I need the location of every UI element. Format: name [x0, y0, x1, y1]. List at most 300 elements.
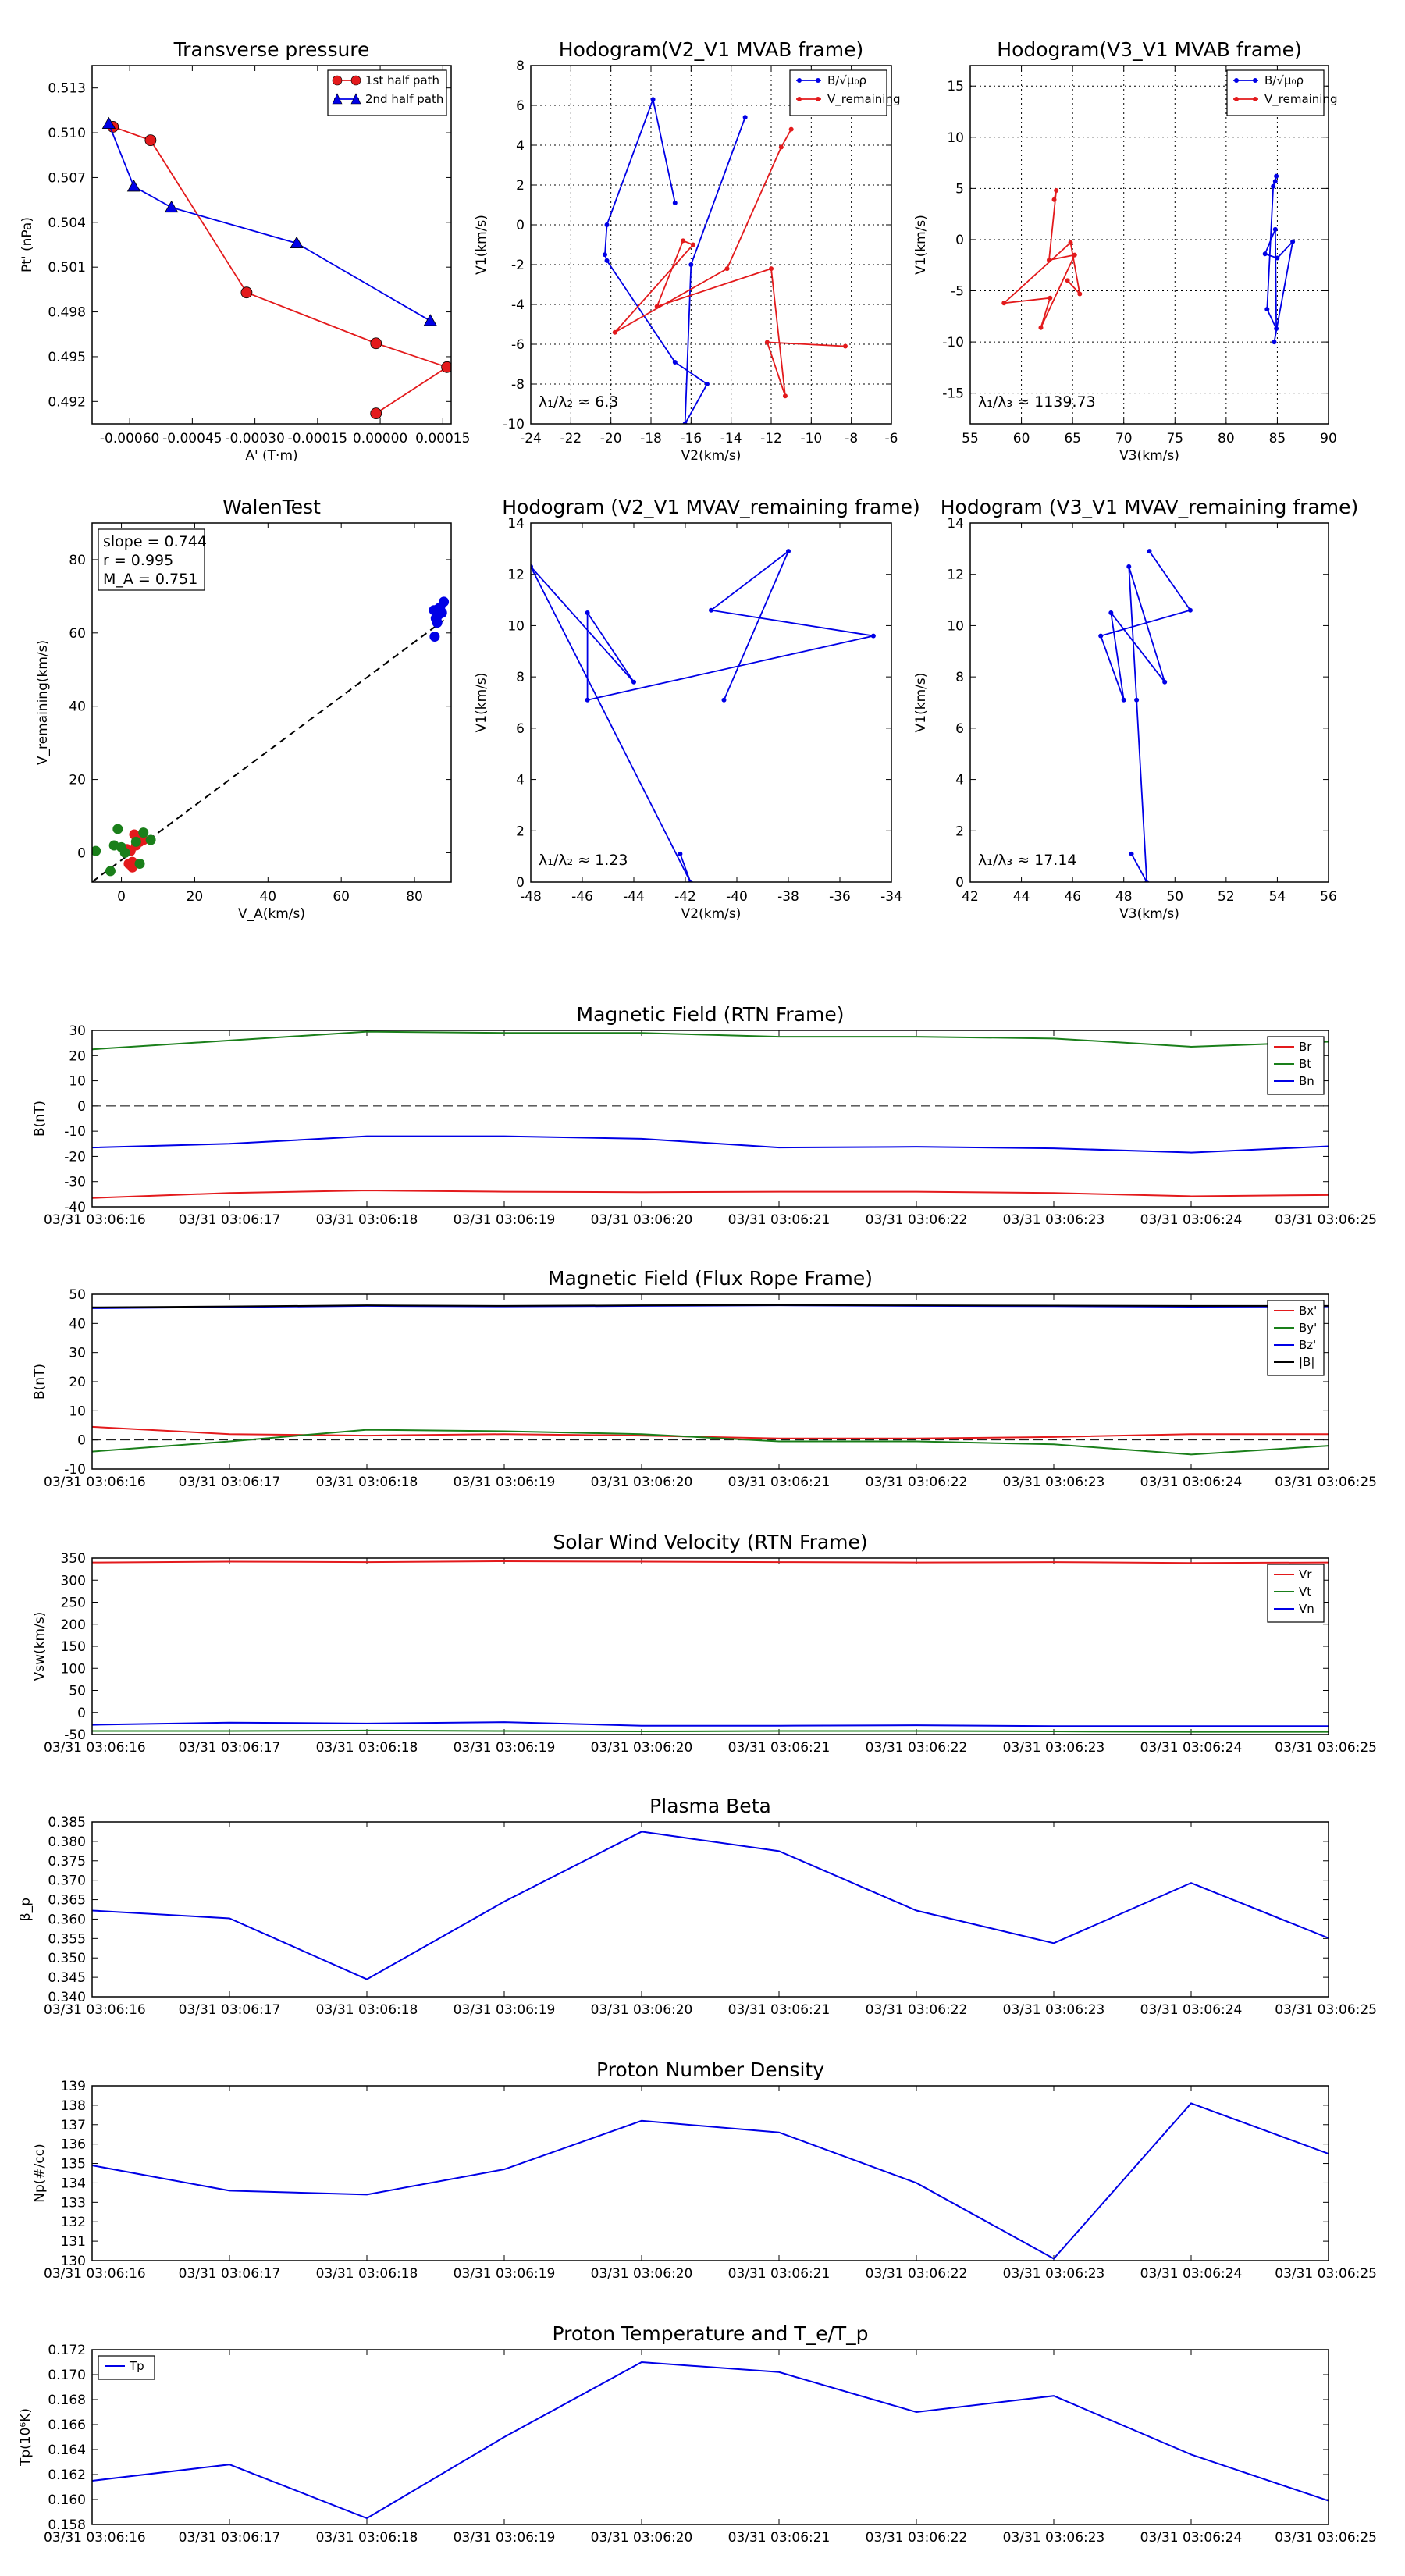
tp-legend-marker	[351, 76, 361, 85]
h4-xtick-label: 50	[1166, 889, 1184, 905]
h1-xtick-label: -14	[720, 431, 742, 447]
h4-annotation: λ₁/λ₃ ≈ 17.14	[978, 852, 1077, 869]
np-ytick-label: 136	[60, 2137, 86, 2153]
np-ytick-label: 137	[60, 2117, 86, 2133]
tpp-xtick-label: 03/31 03:06:23	[1002, 2530, 1105, 2546]
bfr-xtick-label: 03/31 03:06:17	[178, 1475, 281, 1490]
h1-legend-marker	[816, 78, 820, 83]
h3-xlabel: V2(km/s)	[681, 906, 742, 922]
tp-xtick-label: 0.00000	[352, 431, 408, 447]
beta-ytick-label: 0.365	[48, 1892, 86, 1909]
bf-ytick-label: -20	[64, 1149, 86, 1165]
bfr-ylabel: B(nT)	[32, 1363, 48, 1400]
bfr-xtick-label: 03/31 03:06:25	[1275, 1475, 1377, 1490]
walen-data-point	[105, 866, 116, 876]
tp-legend-label: 2nd half path	[365, 92, 444, 106]
tp-title: Transverse pressure	[173, 38, 370, 61]
beta-ytick-label: 0.380	[48, 1834, 86, 1850]
h1-ytick-label: 6	[516, 98, 525, 114]
h3-data-point	[631, 680, 636, 685]
bf-ytick-label: 10	[69, 1073, 86, 1090]
tpp-ytick-label: 0.160	[48, 2492, 86, 2508]
h4-ytick-label: 2	[955, 824, 964, 840]
h3-ytick-label: 2	[516, 824, 525, 840]
beta-xtick-label: 03/31 03:06:21	[727, 2002, 831, 2018]
h1-ytick-label: 2	[516, 178, 525, 194]
walen-xlabel: V_A(km/s)	[237, 906, 306, 922]
beta-ytick-label: 0.345	[48, 1970, 86, 1987]
tp-ylabel: Pt' (nPa)	[20, 217, 35, 272]
bf-ytick-label: 0	[77, 1098, 86, 1115]
vsw-ytick-label: 300	[60, 1573, 86, 1589]
h2-xtick-label: 65	[1064, 431, 1081, 447]
h3-data-point	[585, 610, 590, 615]
h4-xtick-label: 42	[962, 889, 979, 905]
tp-legend-label: 1st half path	[365, 73, 440, 87]
h1-ytick-label: -8	[511, 377, 525, 393]
h2-ytick-label: -15	[942, 386, 964, 402]
h3-data-point	[871, 634, 876, 639]
tp-xlabel: A' (T·m)	[245, 448, 298, 464]
vsw-ytick-label: 150	[60, 1639, 86, 1655]
walen-xtick-label: 80	[406, 889, 423, 905]
beta-xtick-label: 03/31 03:06:20	[590, 2002, 693, 2018]
bfr-ytick-label: 10	[69, 1404, 86, 1420]
bf-legend-label: Bn	[1299, 1074, 1314, 1088]
h2-annotation: λ₁/λ₃ ≈ 1139.73	[978, 393, 1096, 411]
h2-xlabel: V3(km/s)	[1119, 448, 1179, 464]
bfr-ytick-label: 50	[69, 1287, 86, 1303]
h2-data-point	[1048, 296, 1052, 301]
h2-ytick-label: 10	[947, 130, 964, 146]
beta-ytick-label: 0.385	[48, 1815, 86, 1831]
tp-data-point	[145, 135, 156, 146]
tp-ytick-label: 0.501	[48, 260, 86, 276]
beta-ytick-label: 0.355	[48, 1931, 86, 1948]
h2-xtick-label: 85	[1268, 431, 1286, 447]
vsw-ylabel: Vsw(km/s)	[32, 1611, 48, 1681]
bf-ytick-label: -40	[64, 1200, 86, 1215]
walen-data-point	[109, 841, 119, 851]
h2-data-point	[1274, 174, 1279, 179]
h4-data-point	[1126, 564, 1131, 569]
bf-legend-label: Bt	[1299, 1057, 1312, 1071]
beta-title: Plasma Beta	[649, 1795, 771, 1817]
beta-xtick-label: 03/31 03:06:19	[453, 2002, 556, 2018]
h3-ytick-label: 4	[516, 772, 525, 788]
h1-data-point	[725, 266, 730, 271]
h2-data-point	[1273, 179, 1278, 183]
h3-xtick-label: -46	[571, 889, 593, 905]
bf-legend-box	[1268, 1037, 1324, 1094]
h2-data-point	[1273, 227, 1278, 232]
h3-xtick-label: -34	[880, 889, 902, 905]
tpp-ytick-label: 0.172	[48, 2343, 86, 2358]
h4-data-point	[1098, 634, 1103, 639]
bfr-ytick-label: 0	[77, 1432, 86, 1449]
tp-xtick-label: -0.00060	[99, 431, 160, 447]
h2-ytick-label: 5	[955, 181, 964, 197]
bfr-ytick-label: 40	[69, 1316, 86, 1332]
vsw-ytick-label: 50	[69, 1683, 86, 1699]
h4-ylabel: V1(km/s)	[913, 672, 929, 733]
h1-legend-label: V_remaining	[827, 92, 901, 106]
h2-data-point	[1263, 251, 1268, 256]
walen-ytick-label: 40	[69, 699, 86, 715]
np-ytick-label: 135	[60, 2156, 86, 2172]
h4-data-point	[1188, 608, 1193, 613]
h2-ylabel: V1(km/s)	[913, 215, 929, 275]
h4-data-point	[1122, 698, 1126, 703]
walen-data-point	[138, 827, 148, 838]
h1-data-point	[651, 97, 656, 101]
h4-ytick-label: 10	[947, 618, 964, 635]
tp-ytick-label: 0.498	[48, 304, 86, 321]
np-xtick-label: 03/31 03:06:18	[315, 2266, 418, 2282]
walen-xtick-label: 60	[333, 889, 350, 905]
bf-ytick-label: 30	[69, 1023, 86, 1039]
h3-ytick-label: 10	[507, 618, 525, 635]
vsw-xtick-label: 03/31 03:06:25	[1275, 1740, 1377, 1756]
bf-title: Magnetic Field (RTN Frame)	[576, 1003, 845, 1026]
walen-xtick-label: 20	[186, 889, 204, 905]
h3-data-point	[786, 549, 791, 553]
bf-ytick-label: 20	[69, 1048, 86, 1065]
vsw-xtick-label: 03/31 03:06:17	[178, 1740, 281, 1756]
bf-ylabel: B(nT)	[32, 1100, 48, 1137]
tpp-xtick-label: 03/31 03:06:16	[44, 2530, 146, 2546]
bfr-legend-label: By'	[1299, 1321, 1318, 1335]
tp-ytick-label: 0.492	[48, 394, 86, 411]
vsw-xtick-label: 03/31 03:06:24	[1140, 1740, 1243, 1756]
h2-legend-marker	[1234, 97, 1239, 101]
bfr-legend-label: |B|	[1299, 1355, 1315, 1369]
tpp-ytick-label: 0.168	[48, 2393, 86, 2408]
h4-data-point	[1108, 610, 1113, 615]
tpp-ylabel: Tp(10⁶K)	[18, 2407, 34, 2467]
h1-legend-marker	[797, 97, 802, 101]
bf-xtick-label: 03/31 03:06:24	[1140, 1212, 1243, 1228]
h2-xtick-label: 70	[1115, 431, 1133, 447]
h1-xtick-label: -18	[640, 431, 662, 447]
h2-data-point	[1001, 301, 1006, 305]
tpp-ytick-label: 0.164	[48, 2443, 86, 2458]
h3-xtick-label: -40	[726, 889, 748, 905]
h1-data-point	[769, 266, 774, 271]
walen-data-point	[429, 605, 439, 615]
vsw-xtick-label: 03/31 03:06:20	[590, 1740, 693, 1756]
np-ytick-label: 130	[60, 2254, 86, 2269]
tp-data-point	[371, 338, 382, 349]
tpp-xtick-label: 03/31 03:06:17	[178, 2530, 281, 2546]
vsw-xtick-label: 03/31 03:06:19	[453, 1740, 556, 1756]
h3-xtick-label: -38	[777, 889, 799, 905]
bfr-xtick-label: 03/31 03:06:19	[453, 1475, 556, 1490]
h4-xtick-label: 46	[1064, 889, 1081, 905]
vsw-title: Solar Wind Velocity (RTN Frame)	[553, 1531, 868, 1553]
np-xtick-label: 03/31 03:06:23	[1002, 2266, 1105, 2282]
bfr-ytick-label: -10	[64, 1462, 86, 1478]
beta-xtick-label: 03/31 03:06:25	[1275, 2002, 1377, 2018]
h4-xtick-label: 52	[1218, 889, 1235, 905]
h1-ytick-label: -10	[503, 417, 525, 432]
tpp-ytick-label: 0.170	[48, 2368, 86, 2383]
h2-ytick-label: -5	[951, 283, 964, 300]
bf-xtick-label: 03/31 03:06:25	[1275, 1212, 1377, 1228]
walen-annotation: M_A = 0.751	[103, 571, 198, 588]
tp-ytick-label: 0.510	[48, 126, 86, 142]
h1-data-point	[743, 115, 748, 119]
h1-data-point	[655, 304, 660, 309]
np-ytick-label: 133	[60, 2195, 86, 2211]
tpp-title: Proton Temperature and T_e/T_p	[552, 2322, 869, 2345]
walen-annotation: r = 0.995	[103, 552, 174, 569]
beta-ytick-label: 0.375	[48, 1853, 86, 1870]
tp-data-point	[241, 287, 252, 298]
h2-data-point	[1272, 340, 1276, 344]
h1-title: Hodogram(V2_V1 MVAB frame)	[558, 38, 864, 61]
np-xtick-label: 03/31 03:06:24	[1140, 2266, 1243, 2282]
h4-ytick-label: 4	[955, 772, 964, 788]
h3-data-point	[585, 698, 590, 703]
np-ytick-label: 139	[60, 2079, 86, 2094]
vsw-xtick-label: 03/31 03:06:23	[1002, 1740, 1105, 1756]
h2-data-point	[1069, 240, 1073, 245]
h4-ytick-label: 6	[955, 720, 964, 737]
walen-ytick-label: 80	[69, 552, 86, 568]
bf-ytick-label: -10	[64, 1124, 86, 1140]
h3-data-point	[678, 852, 682, 856]
bf-xtick-label: 03/31 03:06:22	[865, 1212, 968, 1228]
h4-ytick-label: 8	[955, 670, 964, 686]
h2-legend-label: V_remaining	[1264, 92, 1338, 106]
np-xtick-label: 03/31 03:06:17	[178, 2266, 281, 2282]
h4-xtick-label: 54	[1268, 889, 1286, 905]
tpp-legend-box	[98, 2356, 155, 2379]
np-title: Proton Number Density	[596, 2058, 824, 2081]
bf-xtick-label: 03/31 03:06:20	[590, 1212, 693, 1228]
tp-xtick-label: -0.00015	[287, 431, 348, 447]
h2-xtick-label: 75	[1166, 431, 1184, 447]
h4-xlabel: V3(km/s)	[1119, 906, 1179, 922]
h1-ylabel: V1(km/s)	[474, 215, 489, 275]
np-ylabel: Np(#/cc)	[32, 2144, 48, 2203]
bf-xtick-label: 03/31 03:06:17	[178, 1212, 281, 1228]
h1-xtick-label: -20	[599, 431, 622, 447]
h2-data-point	[1038, 326, 1043, 330]
np-ytick-label: 138	[60, 2097, 86, 2114]
h2-data-point	[1052, 197, 1057, 202]
vsw-legend-box	[1268, 1564, 1324, 1622]
bf-xtick-label: 03/31 03:06:21	[727, 1212, 831, 1228]
h1-data-point	[783, 393, 788, 398]
tpp-xtick-label: 03/31 03:06:18	[315, 2530, 418, 2546]
vsw-xtick-label: 03/31 03:06:16	[44, 1740, 146, 1756]
h2-legend-label: B/√μ₀ρ	[1264, 73, 1304, 87]
h1-ytick-label: 0	[516, 218, 525, 233]
beta-ytick-label: 0.350	[48, 1951, 86, 1967]
bf-xtick-label: 03/31 03:06:18	[315, 1212, 418, 1228]
vsw-legend-label: Vr	[1299, 1567, 1312, 1582]
h4-xtick-label: 44	[1012, 889, 1030, 905]
h2-data-point	[1054, 188, 1058, 193]
h4-xtick-label: 48	[1115, 889, 1133, 905]
np-ytick-label: 131	[60, 2234, 86, 2250]
walen-ylabel: V_remaining(km/s)	[35, 639, 51, 766]
h2-legend-marker	[1234, 78, 1239, 83]
h1-data-point	[789, 127, 794, 132]
beta-ytick-label: 0.360	[48, 1912, 86, 1928]
h3-xtick-label: -44	[623, 889, 645, 905]
beta-ytick-label: 0.340	[48, 1990, 86, 2005]
h2-legend-marker	[1253, 97, 1257, 101]
h1-data-point	[673, 201, 678, 205]
np-ytick-label: 132	[60, 2215, 86, 2231]
tp-xtick-label: -0.00030	[225, 431, 285, 447]
h3-annotation: λ₁/λ₂ ≈ 1.23	[539, 852, 628, 869]
walen-data-point	[135, 859, 145, 869]
walen-data-point	[112, 824, 123, 834]
bf-xtick-label: 03/31 03:06:19	[453, 1212, 556, 1228]
beta-xtick-label: 03/31 03:06:18	[315, 2002, 418, 2018]
vsw-ytick-label: 250	[60, 1595, 86, 1611]
beta-xtick-label: 03/31 03:06:16	[44, 2002, 146, 2018]
walen-xtick-label: 0	[117, 889, 126, 905]
np-xtick-label: 03/31 03:06:22	[865, 2266, 968, 2282]
h2-data-point	[1271, 184, 1275, 189]
walen-data-point	[146, 835, 156, 845]
h1-data-point	[691, 243, 695, 247]
h3-ytick-label: 6	[516, 720, 525, 737]
walen-ytick-label: 60	[69, 625, 86, 642]
h1-ytick-label: -2	[511, 258, 525, 273]
tpp-ytick-label: 0.158	[48, 2517, 86, 2533]
bf-ytick-label: -30	[64, 1174, 86, 1190]
h2-data-point	[1065, 278, 1070, 283]
bfr-xtick-label: 03/31 03:06:16	[44, 1475, 146, 1490]
h1-legend-marker	[816, 97, 820, 101]
tp-ytick-label: 0.495	[48, 349, 86, 365]
h1-legend-label: B/√μ₀ρ	[827, 73, 866, 87]
h2-title: Hodogram(V3_V1 MVAB frame)	[997, 38, 1302, 61]
tp-ytick-label: 0.504	[48, 215, 86, 231]
h3-ylabel: V1(km/s)	[474, 672, 489, 733]
h1-data-point	[705, 382, 710, 386]
h2-xtick-label: 90	[1320, 431, 1337, 447]
h1-ytick-label: 8	[516, 59, 525, 74]
vsw-xtick-label: 03/31 03:06:21	[727, 1740, 831, 1756]
tpp-xtick-label: 03/31 03:06:21	[727, 2530, 831, 2546]
vsw-ytick-label: 0	[77, 1705, 86, 1721]
vsw-ytick-label: 100	[60, 1661, 86, 1678]
walen-data-point	[439, 596, 449, 607]
bfr-xtick-label: 03/31 03:06:23	[1002, 1475, 1105, 1490]
h4-data-point	[1162, 680, 1167, 685]
h1-xtick-label: -12	[760, 431, 782, 447]
np-xtick-label: 03/31 03:06:25	[1275, 2266, 1377, 2282]
bfr-xtick-label: 03/31 03:06:21	[727, 1475, 831, 1490]
tpp-ytick-label: 0.166	[48, 2418, 86, 2433]
np-xtick-label: 03/31 03:06:20	[590, 2266, 693, 2282]
h4-xtick-label: 56	[1320, 889, 1337, 905]
bfr-xtick-label: 03/31 03:06:24	[1140, 1475, 1243, 1490]
vsw-ytick-label: 200	[60, 1617, 86, 1633]
h1-data-point	[688, 262, 693, 267]
h2-data-point	[1275, 256, 1279, 261]
h1-xtick-label: -6	[884, 431, 898, 447]
h3-title: Hodogram (V2_V1 MVAV_remaining frame)	[502, 496, 920, 518]
tpp-xtick-label: 03/31 03:06:20	[590, 2530, 693, 2546]
bfr-title: Magnetic Field (Flux Rope Frame)	[547, 1267, 873, 1290]
bf-xtick-label: 03/31 03:06:23	[1002, 1212, 1105, 1228]
h2-data-point	[1274, 326, 1279, 331]
beta-ytick-label: 0.370	[48, 1873, 86, 1889]
bf-xtick-label: 03/31 03:06:16	[44, 1212, 146, 1228]
vsw-legend-label: Vt	[1299, 1585, 1312, 1599]
h1-xlabel: V2(km/s)	[681, 448, 742, 464]
h2-xtick-label: 80	[1218, 431, 1235, 447]
h1-ytick-label: 4	[516, 138, 525, 154]
vsw-xtick-label: 03/31 03:06:22	[865, 1740, 968, 1756]
h4-data-point	[1129, 852, 1134, 856]
h1-data-point	[603, 252, 607, 257]
vsw-ytick-label: -50	[64, 1727, 86, 1743]
h3-ytick-label: 12	[507, 567, 525, 583]
h1-annotation: λ₁/λ₂ ≈ 6.3	[539, 393, 619, 411]
walen-data-point	[120, 848, 130, 858]
np-xtick-label: 03/31 03:06:21	[727, 2266, 831, 2282]
h1-xtick-label: -10	[800, 431, 823, 447]
bf-legend-label: Br	[1299, 1040, 1312, 1054]
tpp-xtick-label: 03/31 03:06:19	[453, 2530, 556, 2546]
h2-data-point	[1290, 240, 1295, 244]
tpp-xtick-label: 03/31 03:06:24	[1140, 2530, 1243, 2546]
tp-xtick-label: 0.00015	[415, 431, 471, 447]
beta-xtick-label: 03/31 03:06:23	[1002, 2002, 1105, 2018]
h3-data-point	[709, 608, 713, 613]
h1-data-point	[673, 360, 678, 365]
tpp-xtick-label: 03/31 03:06:22	[865, 2530, 968, 2546]
h4-ytick-label: 12	[947, 567, 964, 583]
h2-xtick-label: 55	[962, 431, 979, 447]
h1-xtick-label: -16	[680, 431, 702, 447]
bfr-ytick-label: 30	[69, 1345, 86, 1361]
walen-data-point	[131, 837, 141, 847]
h2-ytick-label: 0	[955, 232, 964, 248]
h2-ytick-label: -10	[942, 335, 964, 351]
h3-xtick-label: -36	[829, 889, 851, 905]
tp-ytick-label: 0.507	[48, 170, 86, 187]
np-xtick-label: 03/31 03:06:16	[44, 2266, 146, 2282]
h1-data-point	[605, 222, 610, 227]
h1-data-point	[605, 258, 610, 263]
h4-title: Hodogram (V3_V1 MVAV_remaining frame)	[940, 496, 1359, 518]
walen-data-point	[432, 617, 443, 628]
h1-data-point	[843, 344, 848, 349]
walen-ytick-label: 20	[69, 772, 86, 788]
h1-data-point	[681, 238, 685, 243]
h1-ytick-label: -4	[511, 297, 525, 313]
h1-xtick-label: -24	[520, 431, 542, 447]
h1-xtick-label: -8	[845, 431, 859, 447]
h4-data-point	[1134, 698, 1139, 703]
walen-xtick-label: 40	[259, 889, 277, 905]
h2-data-point	[1264, 307, 1269, 311]
h1-data-point	[779, 145, 784, 150]
h3-ytick-label: 8	[516, 670, 525, 686]
vsw-legend-label: Vn	[1299, 1602, 1314, 1616]
h1-data-point	[613, 330, 617, 335]
